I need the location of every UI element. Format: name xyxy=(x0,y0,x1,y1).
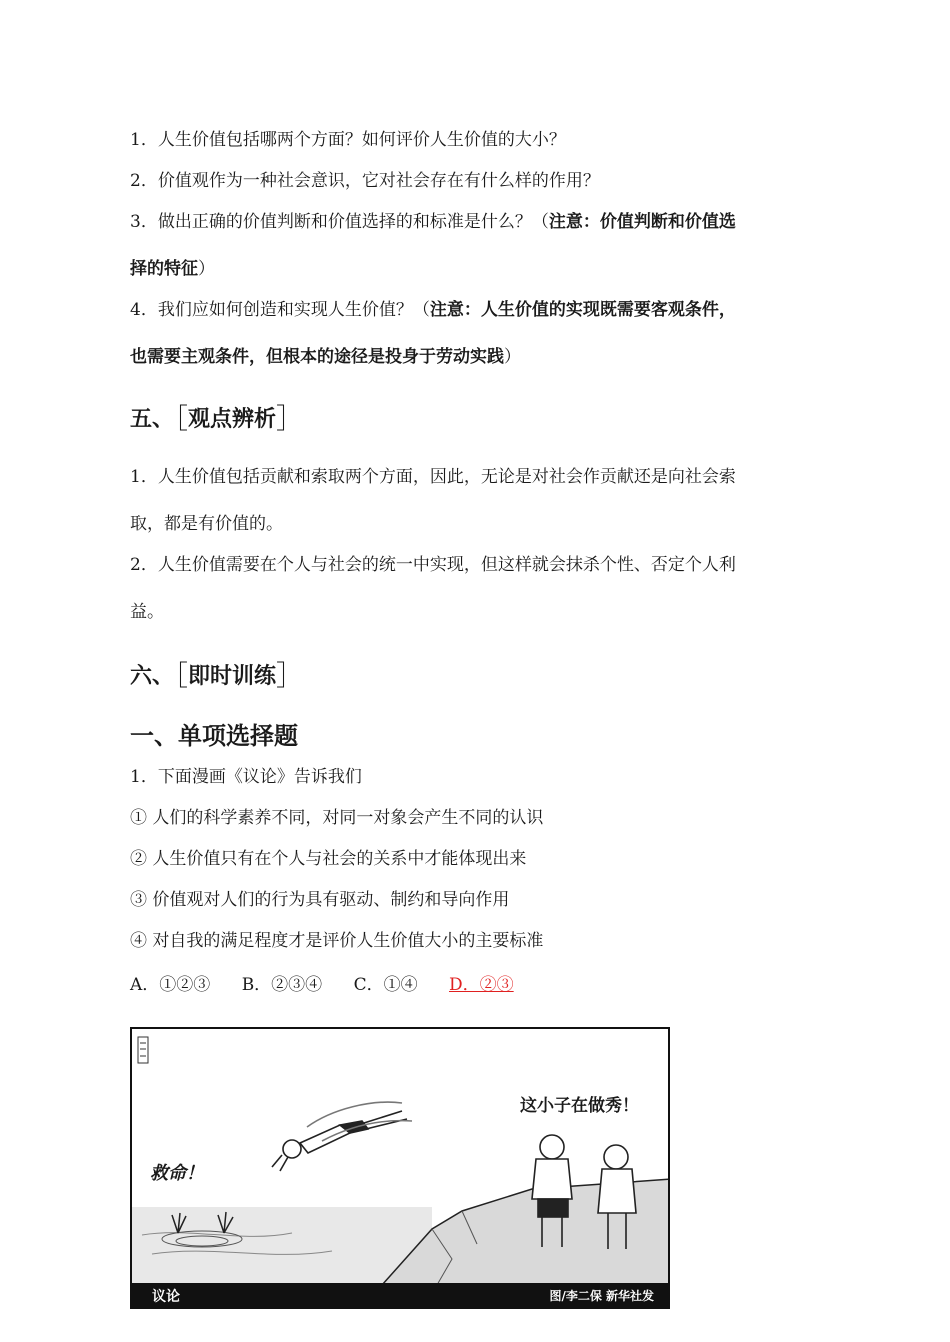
mcq-option-3: ③ 价值观对人们的行为具有驱动、制约和导向作用 xyxy=(130,890,510,910)
analysis-2: 2．人生价值需要在个人与社会的统一中实现，但这样就会抹杀个性、否定个人利 xyxy=(130,555,736,575)
question-4-continued xyxy=(130,345,830,369)
bracket-open: ［ xyxy=(174,659,189,692)
mcq-option-2: ② 人生价值只有在个人与社会的关系中才能体现出来 xyxy=(130,849,527,869)
section-6-prefix: 六、 xyxy=(130,664,175,689)
bracket-close: ］ xyxy=(276,659,305,692)
speech-onlookers: 这小子在做秀！ xyxy=(520,1096,639,1116)
cartoon-title: 议论 xyxy=(152,1289,180,1305)
cartoon-caption-bar xyxy=(132,1283,668,1307)
section-5-title: 观点辨析 xyxy=(188,407,277,432)
cartoon-drawing xyxy=(132,1029,670,1309)
cartoon-image xyxy=(130,1027,670,1309)
answer-choices xyxy=(130,970,830,995)
analysis-2-continued: 益。 xyxy=(130,602,164,622)
question-4-text: 4．我们应如何创造和实现人生价值？（ xyxy=(130,300,430,320)
bracket-open: ［ xyxy=(174,402,189,435)
question-2: 2．价值观作为一种社会意识，它对社会存在有什么样的作用？ xyxy=(130,171,600,191)
analysis-1-continued: 取，都是有价值的。 xyxy=(130,514,283,534)
document-page xyxy=(130,128,830,995)
section-6-heading xyxy=(130,654,830,694)
question-3-note-cont: 择的特征 xyxy=(130,259,198,279)
mcq-heading: 一、单项选择题 xyxy=(130,722,298,750)
question-1: 1．人生价值包括哪两个方面？如何评价人生价值的大小？ xyxy=(130,130,566,150)
bracket-close: ］ xyxy=(276,402,305,435)
question-3-continued xyxy=(130,257,830,281)
analysis-1: 1．人生价值包括贡献和索取两个方面，因此，无论是对社会作贡献还是向社会索 xyxy=(130,467,736,487)
question-4-note: 注意：人生价值的实现既需要客观条件， xyxy=(429,300,736,320)
question-4 xyxy=(130,298,830,322)
artist-seal xyxy=(138,1037,148,1063)
diving-man xyxy=(272,1102,412,1171)
question-4-tail: ） xyxy=(504,347,521,367)
question-3 xyxy=(130,210,830,234)
mcq-stem: 1．下面漫画《议论》告诉我们 xyxy=(130,767,362,787)
cartoon-credit: 图/李二保 新华社发 xyxy=(549,1289,654,1303)
mcq-option-4: ④ 对自我的满足程度才是评价人生价值大小的主要标准 xyxy=(130,931,544,951)
section-5-heading xyxy=(130,397,830,437)
water xyxy=(132,1207,432,1285)
question-4-note-cont: 也需要主观条件，但根本的途径是投身于劳动实践 xyxy=(130,347,504,367)
answer-d-correct: D．②③ xyxy=(449,975,514,995)
answer-c: C．①④ xyxy=(353,975,418,995)
question-3-tail: ） xyxy=(198,259,215,279)
mcq-option-1: ① 人们的科学素养不同，对同一对象会产生不同的认识 xyxy=(130,808,544,828)
section-5-prefix: 五、 xyxy=(130,407,175,432)
section-6-title: 即时训练 xyxy=(188,664,277,689)
answer-b: B．②③④ xyxy=(241,975,323,995)
speech-drowning: 救命！ xyxy=(150,1163,204,1184)
answer-a: A．①②③ xyxy=(130,975,211,995)
question-3-text: 3．做出正确的价值判断和价值选择的和标准是什么？（ xyxy=(130,212,549,232)
question-3-note: 注意：价值判断和价值选 xyxy=(548,212,736,232)
